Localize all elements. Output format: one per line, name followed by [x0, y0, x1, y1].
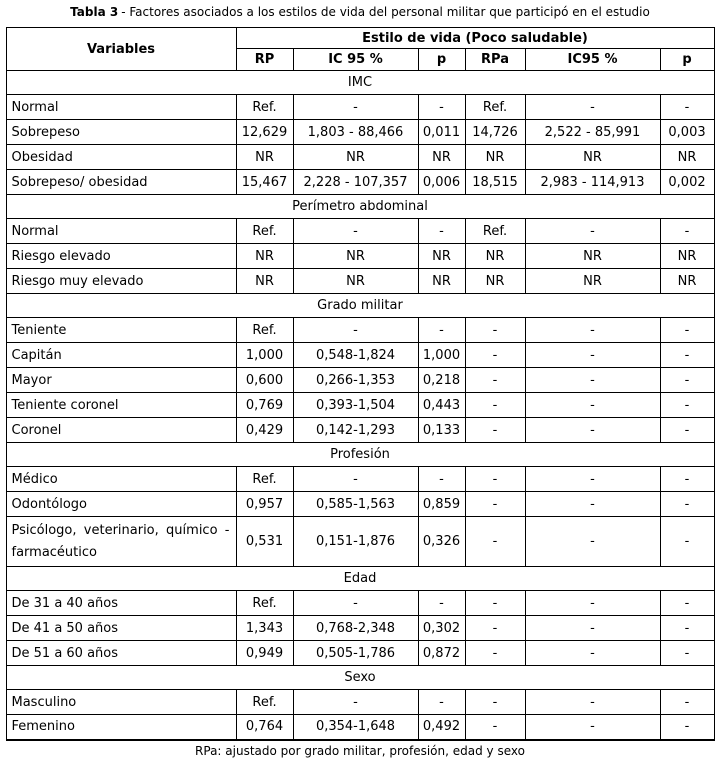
value-cell: NR: [465, 269, 525, 294]
section-row: [6, 71, 714, 95]
value-cell: -: [525, 715, 660, 740]
value-cell: -: [660, 318, 714, 343]
variable-cell: Mayor: [6, 368, 236, 393]
value-cell: -: [465, 591, 525, 616]
value-cell: -: [660, 690, 714, 715]
value-cell: -: [465, 318, 525, 343]
value-cell: -: [660, 591, 714, 616]
col-header-group: Estilo de vida (Poco saludable): [236, 28, 714, 49]
value-cell: 0,505-1,786: [293, 641, 418, 666]
col-header-ic95-5: IC95 %: [525, 49, 660, 71]
value-cell: NR: [293, 145, 418, 170]
value-cell: Ref.: [236, 467, 293, 492]
value-cell: 1,803 - 88,466: [293, 120, 418, 145]
value-cell: -: [660, 715, 714, 740]
value-cell: -: [660, 368, 714, 393]
value-cell: -: [525, 517, 660, 567]
table-row: [6, 616, 714, 641]
value-cell: -: [418, 467, 465, 492]
value-cell: NR: [660, 145, 714, 170]
table-row: [6, 690, 714, 715]
value-cell: -: [660, 467, 714, 492]
value-cell: 0,429: [236, 418, 293, 443]
value-cell: 0,003: [660, 120, 714, 145]
value-cell: 0,859: [418, 492, 465, 517]
value-cell: -: [525, 418, 660, 443]
col-header-variables: Variables: [6, 28, 236, 71]
section-row: [6, 195, 714, 219]
value-cell: 0,011: [418, 120, 465, 145]
value-cell: 2,522 - 85,991: [525, 120, 660, 145]
col-header-ic95-2: IC 95 %: [293, 49, 418, 71]
value-cell: NR: [236, 269, 293, 294]
value-cell: 0,133: [418, 418, 465, 443]
value-cell: -: [525, 318, 660, 343]
value-cell: 0,585-1,563: [293, 492, 418, 517]
value-cell: -: [465, 418, 525, 443]
value-cell: -: [660, 95, 714, 120]
table-row: [6, 492, 714, 517]
variable-cell: Psicólogo, veterinario, químico - farmacéutico: [6, 517, 236, 567]
variable-cell: Teniente: [6, 318, 236, 343]
col-header-p-6: p: [660, 49, 714, 71]
value-cell: NR: [293, 244, 418, 269]
section-title: IMC: [6, 71, 714, 95]
table-row: [6, 393, 714, 418]
col-header-rp-1: RP: [236, 49, 293, 71]
value-cell: -: [465, 690, 525, 715]
table-row: [6, 244, 714, 269]
section-row: [6, 666, 714, 690]
value-cell: -: [660, 219, 714, 244]
variable-cell: Teniente coronel: [6, 393, 236, 418]
variable-cell: Normal: [6, 95, 236, 120]
value-cell: Ref.: [236, 318, 293, 343]
value-cell: 0,872: [418, 641, 465, 666]
value-cell: -: [525, 393, 660, 418]
value-cell: -: [293, 591, 418, 616]
value-cell: 0,492: [418, 715, 465, 740]
section-row: [6, 443, 714, 467]
value-cell: -: [660, 641, 714, 666]
col-header-rpa-4: RPa: [465, 49, 525, 71]
value-cell: 0,006: [418, 170, 465, 195]
value-cell: NR: [418, 244, 465, 269]
value-cell: 0,768-2,348: [293, 616, 418, 641]
value-cell: Ref.: [236, 95, 293, 120]
value-cell: 0,393-1,504: [293, 393, 418, 418]
table-row: [6, 641, 714, 666]
value-cell: Ref.: [236, 219, 293, 244]
section-title: Edad: [6, 567, 714, 591]
value-cell: -: [418, 219, 465, 244]
value-cell: -: [660, 616, 714, 641]
table-row: [6, 418, 714, 443]
value-cell: -: [293, 318, 418, 343]
variable-cell: Obesidad: [6, 145, 236, 170]
table-row: [6, 145, 714, 170]
variable-cell: Coronel: [6, 418, 236, 443]
value-cell: NR: [525, 244, 660, 269]
table-title-number: Tabla 3: [70, 5, 119, 19]
value-cell: 12,629: [236, 120, 293, 145]
value-cell: 0,151-1,876: [293, 517, 418, 567]
value-cell: 0,443: [418, 393, 465, 418]
variable-cell: Normal: [6, 219, 236, 244]
table-row: [6, 318, 714, 343]
table-row: [6, 95, 714, 120]
variable-cell: Riesgo muy elevado: [6, 269, 236, 294]
section-row: [6, 294, 714, 318]
value-cell: 0,326: [418, 517, 465, 567]
section-row: [6, 567, 714, 591]
variable-cell: Riesgo elevado: [6, 244, 236, 269]
value-cell: Ref.: [465, 95, 525, 120]
value-cell: 2,983 - 114,913: [525, 170, 660, 195]
value-cell: 0,142-1,293: [293, 418, 418, 443]
value-cell: 0,548-1,824: [293, 343, 418, 368]
value-cell: -: [525, 95, 660, 120]
value-cell: -: [660, 492, 714, 517]
value-cell: 0,769: [236, 393, 293, 418]
value-cell: -: [465, 467, 525, 492]
value-cell: -: [660, 393, 714, 418]
section-title: Grado militar: [6, 294, 714, 318]
table-row: [6, 170, 714, 195]
variable-cell: De 31 a 40 años: [6, 591, 236, 616]
table-footnote: RPa: ajustado por grado militar, profesión, edad y sexo: [195, 743, 525, 758]
variable-cell: Sobrepeso/ obesidad: [6, 170, 236, 195]
value-cell: 0,266-1,353: [293, 368, 418, 393]
value-cell: Ref.: [236, 591, 293, 616]
value-cell: -: [525, 467, 660, 492]
value-cell: -: [660, 418, 714, 443]
value-cell: -: [465, 343, 525, 368]
value-cell: -: [293, 219, 418, 244]
variable-cell: Médico: [6, 467, 236, 492]
variable-cell: Odontólogo: [6, 492, 236, 517]
value-cell: -: [525, 343, 660, 368]
value-cell: 0,600: [236, 368, 293, 393]
variable-cell: De 51 a 60 años: [6, 641, 236, 666]
value-cell: NR: [236, 145, 293, 170]
value-cell: NR: [418, 269, 465, 294]
value-cell: -: [525, 616, 660, 641]
value-cell: -: [465, 641, 525, 666]
value-cell: -: [525, 641, 660, 666]
value-cell: 0,957: [236, 492, 293, 517]
value-cell: 2,228 - 107,357: [293, 170, 418, 195]
factors-table: [6, 27, 715, 741]
value-cell: Ref.: [465, 219, 525, 244]
variable-cell: Femenino: [6, 715, 236, 740]
value-cell: -: [418, 95, 465, 120]
value-cell: 0,002: [660, 170, 714, 195]
table-row: [6, 343, 714, 368]
value-cell: 0,302: [418, 616, 465, 641]
value-cell: 0,218: [418, 368, 465, 393]
value-cell: 18,515: [465, 170, 525, 195]
table-row: [6, 591, 714, 616]
value-cell: -: [525, 368, 660, 393]
section-title: Profesión: [6, 443, 714, 467]
value-cell: -: [465, 368, 525, 393]
value-cell: NR: [525, 269, 660, 294]
value-cell: -: [293, 690, 418, 715]
section-title: Perímetro abdominal: [6, 195, 714, 219]
value-cell: -: [465, 517, 525, 567]
col-header-p-3: p: [418, 49, 465, 71]
table-title-text: - Factores asociados a los estilos de vida del personal militar que participó en el estudio: [121, 5, 650, 19]
value-cell: 1,343: [236, 616, 293, 641]
value-cell: -: [465, 492, 525, 517]
variable-cell: Capitán: [6, 343, 236, 368]
value-cell: NR: [660, 244, 714, 269]
table-row: [6, 467, 714, 492]
value-cell: Ref.: [236, 690, 293, 715]
value-cell: NR: [660, 269, 714, 294]
table-row: [6, 219, 714, 244]
value-cell: 1,000: [236, 343, 293, 368]
value-cell: -: [465, 715, 525, 740]
value-cell: -: [525, 690, 660, 715]
variable-cell: De 41 a 50 años: [6, 616, 236, 641]
value-cell: -: [418, 591, 465, 616]
value-cell: 0,531: [236, 517, 293, 567]
value-cell: -: [660, 343, 714, 368]
value-cell: -: [293, 95, 418, 120]
value-cell: NR: [465, 244, 525, 269]
value-cell: NR: [465, 145, 525, 170]
section-title: Sexo: [6, 666, 714, 690]
value-cell: -: [525, 591, 660, 616]
table-row: [6, 368, 714, 393]
value-cell: -: [465, 393, 525, 418]
value-cell: NR: [525, 145, 660, 170]
value-cell: -: [525, 492, 660, 517]
value-cell: 15,467: [236, 170, 293, 195]
value-cell: 1,000: [418, 343, 465, 368]
value-cell: -: [525, 219, 660, 244]
value-cell: NR: [236, 244, 293, 269]
table-row: [6, 269, 714, 294]
value-cell: -: [418, 318, 465, 343]
value-cell: -: [418, 690, 465, 715]
value-cell: NR: [418, 145, 465, 170]
value-cell: 0,764: [236, 715, 293, 740]
table-row: [6, 120, 714, 145]
variable-cell: Sobrepeso: [6, 120, 236, 145]
value-cell: 0,949: [236, 641, 293, 666]
table-title: [0, 4, 720, 21]
variable-cell: Masculino: [6, 690, 236, 715]
value-cell: -: [293, 467, 418, 492]
value-cell: 0,354-1,648: [293, 715, 418, 740]
table-row: [6, 715, 714, 740]
value-cell: -: [465, 616, 525, 641]
value-cell: 14,726: [465, 120, 525, 145]
value-cell: -: [660, 517, 714, 567]
header-group-row: [6, 28, 714, 49]
table-row: [6, 517, 714, 567]
value-cell: NR: [293, 269, 418, 294]
